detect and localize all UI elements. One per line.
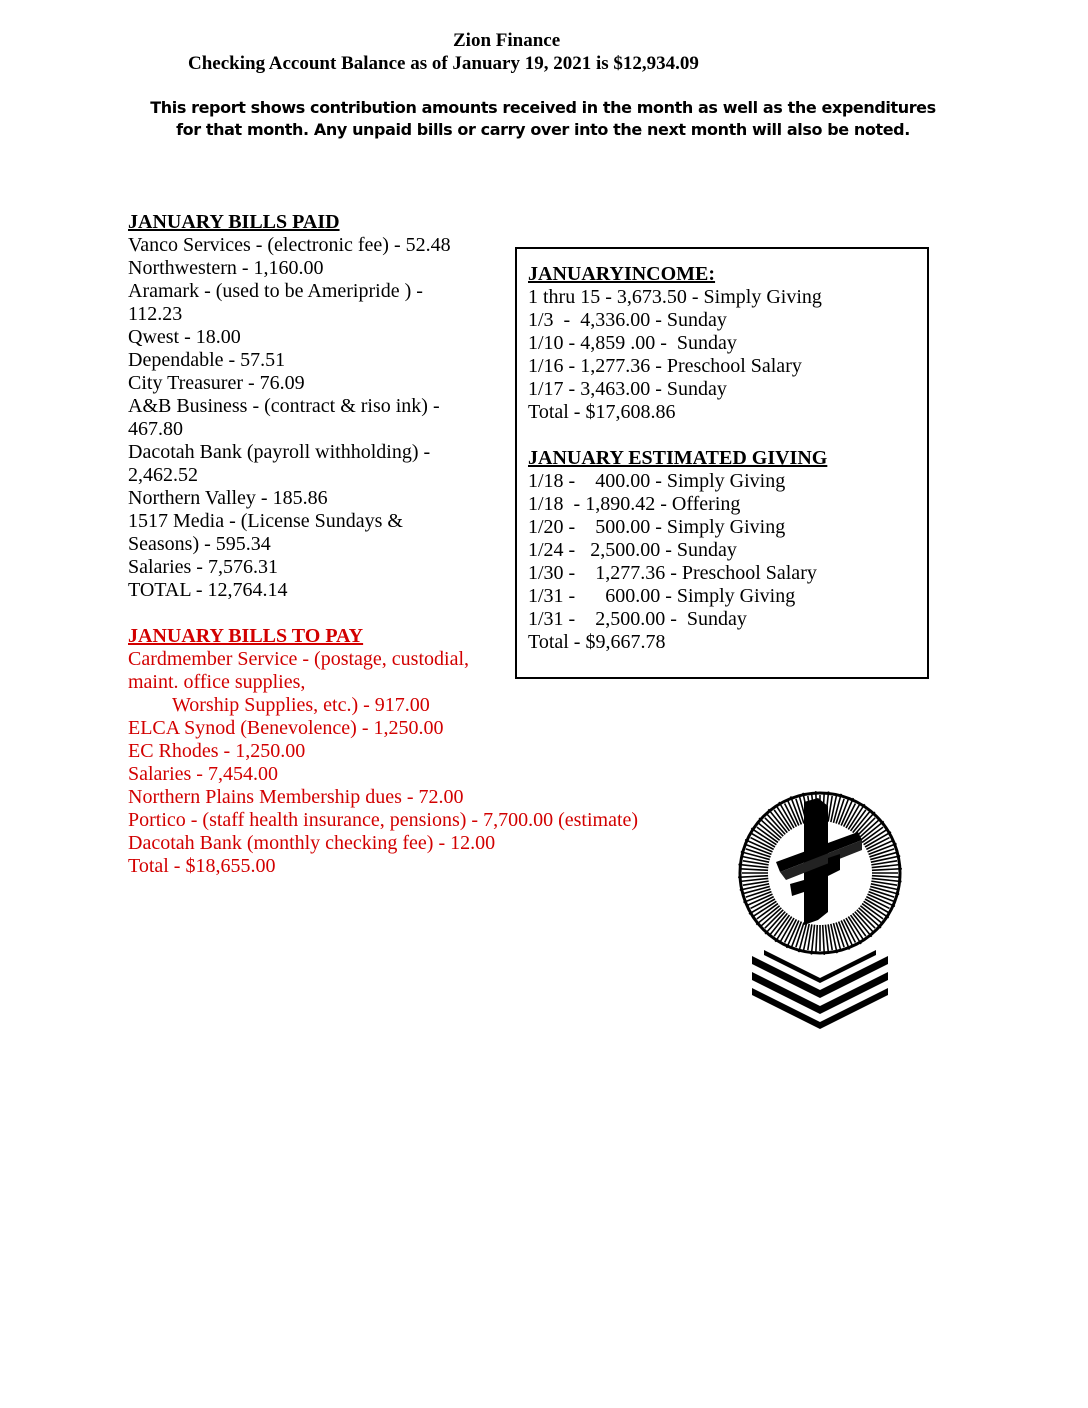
income-item: 1/16 - 1,277.36 - Preschool Salary — [528, 355, 802, 377]
bills-to-pay-total: Total - $18,655.00 — [128, 855, 276, 877]
income-heading: JANUARYINCOME: — [528, 263, 716, 285]
income-item: 1 thru 15 - 3,673.50 - Simply Giving — [528, 286, 822, 308]
bills-paid-item: City Treasurer - 76.09 — [128, 372, 305, 394]
bills-paid-item: Seasons) - 595.34 — [128, 533, 271, 555]
estimated-giving-item: 1/31 - 600.00 - Simply Giving — [528, 585, 796, 607]
intro-paragraph — [110, 97, 976, 141]
estimated-giving-item: 1/20 - 500.00 - Simply Giving — [528, 516, 786, 538]
bills-to-pay-item: Portico - (staff health insurance, pensions) - 7,700.00 (estimate) — [128, 809, 639, 831]
intro-line: This report shows contribution amounts received in the month as well as the expenditures — [150, 98, 936, 117]
cross-sunburst-logo-icon — [730, 780, 910, 1030]
income-box — [515, 247, 929, 679]
bills-to-pay-item: Cardmember Service - (postage, custodial, — [128, 648, 469, 670]
balance-line: Checking Account Balance as of January 19, 2021 is $12,934.09 — [188, 53, 699, 74]
estimated-giving-item: 1/30 - 1,277.36 - Preschool Salary — [528, 562, 817, 584]
bills-to-pay-item: EC Rhodes - 1,250.00 — [128, 740, 306, 762]
bills-paid-item: Qwest - 18.00 — [128, 326, 241, 348]
income-item: 1/17 - 3,463.00 - Sunday — [528, 378, 727, 400]
bills-paid-item: Dacotah Bank (payroll withholding) - — [128, 441, 431, 463]
bills-paid-item: Aramark - (used to be Ameripride ) - — [128, 280, 423, 302]
bills-paid-item: Northwestern - 1,160.00 — [128, 257, 324, 279]
estimated-giving-item: 1/31 - 2,500.00 - Sunday — [528, 608, 747, 630]
estimated-giving-item: 1/18 - 400.00 - Simply Giving — [528, 470, 786, 492]
bills-paid-item: 112.23 — [128, 303, 183, 325]
bills-to-pay-item: Dacotah Bank (monthly checking fee) - 12.00 — [128, 832, 496, 854]
bills-to-pay-heading: JANUARY BILLS TO PAY — [128, 625, 364, 647]
bills-paid-item: Northern Valley - 185.86 — [128, 487, 328, 509]
income-item: 1/10 - 4,859 .00 - Sunday — [528, 332, 737, 354]
bills-to-pay-item: Salaries - 7,454.00 — [128, 763, 278, 785]
bills-paid-item: 2,462.52 — [128, 464, 198, 486]
bills-to-pay-item: Worship Supplies, etc.) - 917.00 — [172, 694, 430, 716]
bills-paid-item: 467.80 — [128, 418, 183, 440]
intro-line: for that month. Any unpaid bills or carry over into the next month will also be noted. — [176, 120, 910, 139]
bills-paid-item: Vanco Services - (electronic fee) - 52.48 — [128, 234, 451, 256]
estimated-giving-heading: JANUARY ESTIMATED GIVING — [528, 447, 828, 469]
bills-paid-item: Dependable - 57.51 — [128, 349, 286, 371]
bills-paid-item: 1517 Media - (License Sundays & — [128, 510, 403, 532]
income-total: Total - $17,608.86 — [528, 401, 676, 423]
income-item: 1/3 - 4,336.00 - Sunday — [528, 309, 727, 331]
bills-paid-item: A&B Business - (contract & riso ink) - — [128, 395, 440, 417]
bills-to-pay-item: ELCA Synod (Benevolence) - 1,250.00 — [128, 717, 444, 739]
bills-to-pay-item: Northern Plains Membership dues - 72.00 — [128, 786, 464, 808]
section-gap — [128, 602, 498, 625]
bills-paid-total: TOTAL - 12,764.14 — [128, 579, 288, 601]
section-gap — [528, 424, 927, 447]
bills-paid-item: Salaries - 7,576.31 — [128, 556, 278, 578]
report-title: Zion Finance — [453, 30, 561, 51]
estimated-giving-total: Total - $9,667.78 — [528, 631, 666, 653]
bills-to-pay-item: maint. office supplies, — [128, 671, 306, 693]
estimated-giving-item: 1/24 - 2,500.00 - Sunday — [528, 539, 737, 561]
estimated-giving-item: 1/18 - 1,890.42 - Offering — [528, 493, 741, 515]
bills-paid-heading: JANUARY BILLS PAID — [128, 211, 340, 233]
